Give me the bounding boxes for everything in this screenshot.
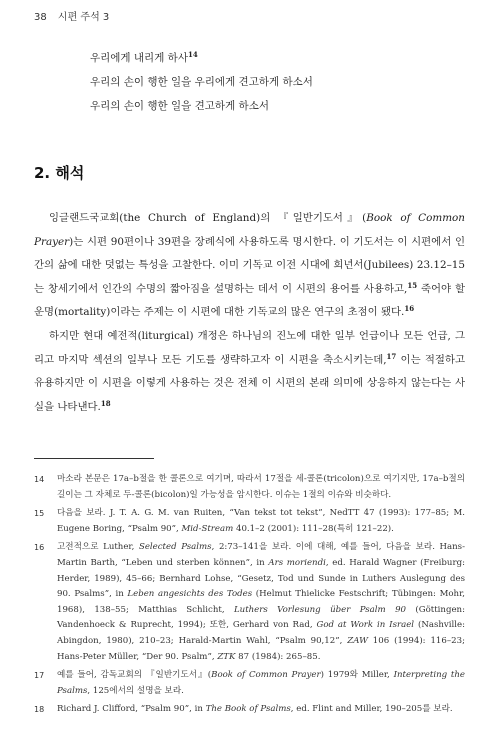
footnotes <box>34 472 465 721</box>
footnote-18: 18 Richard J. Clifford, “Psalm 90”, in The Book of Psalms, ed. Flint and Miller, 190–205를 보라. <box>34 704 453 715</box>
book-title: 시편 주석 3 <box>57 12 110 23</box>
footnote-ref[interactable]: 17 <box>386 351 397 361</box>
running-header <box>34 8 109 23</box>
body-text <box>34 207 465 419</box>
verse-line: 우리의 손이 행한 일을 우리에게 견고하게 하소서 <box>90 76 313 88</box>
footnote-15: 15 다음을 보라. J. T. A. G. M. van Ruiten, “Van tekst tot tekst”, NedTT 47 (1993): 177–85; M. Eugene Boring, “Psalm 90”, Mid-Stream 40.1–2 (2001): 111–28(특히 121–22). <box>34 508 465 534</box>
footnote-ref[interactable]: 16 <box>404 304 415 314</box>
paragraph: 잉글랜드국교회(the Church of England)의 『일반기도서』(Book of Common Prayer)는 시편 90편이나 39편을 장례식에 사용하도록 명시한다. 이 기도서는 이 시편에서 인간의 삶에 대한 덧없는 특성을 고찰한다. 이미 기독교 이전 시대에 희년서(Jubilees) 23.12–15는 창세기에서 인간의 수명의 짧아짐을 설명하는 데서 이 시편의 용어를 사용하고,$^{15}$ 죽어야 할 운명(mortality)이라는 주제는 이 시편에 대한 기독교의 많은 연구의 초점이 됐다.$^{16}$ <box>34 212 466 319</box>
footnote-17: 17 예를 들어, 감독교회의 『일반기도서』(Book of Common Prayer) 1979와 Miller, Interpreting the Psalms, 125에서의 설명을 보라. <box>34 670 465 696</box>
verse-line: 우리에게 내리게 하사$^{14}$ <box>90 50 198 64</box>
footnote-divider <box>34 458 154 459</box>
section-title: 2. 해석 <box>34 164 85 182</box>
verse-line: 우리의 손이 행한 일을 견고하게 하소서 <box>90 100 269 112</box>
footnote-16: 16 고전적으로 Luther, Selected Psalms, 2:73–141을 보라. 이에 대해, 예를 들어, 다음을 보라. Hans-Martin Barth, “Leben und sterben können”, in Ars moriendi, ed. Harald Wagner (Freiburg: Herder, 1989), 45–66; Bernhard Lohse, “Gesetz, Tod und Sunde in Luthers Auslegung des 90. Psalms”, in Leben angesichts des Todes (Helmut Thielicke Festschrift; Tübingen: Mohr, 1968), 138–55; Matthias Schlicht, Luthers Vorlesung über Psalm 90 (Göttingen: Vandenhoeck & Ruprecht, 1994); 또한, Gerhard von Rad, God at Work in Israel (Nashville: Abingdon, 1980), 210–23; Harald-Martin Wahl, “Psalm 90,12”, ZAW 106 (1994): 116–23; Hans-Peter Müller, “Der 90. Psalm”, ZTK 87 (1984): 265–85. <box>34 542 465 662</box>
footnote-ref[interactable]: 15 <box>407 280 418 290</box>
verse-quote <box>90 46 313 118</box>
footnote-ref[interactable]: 14 <box>187 50 198 59</box>
paragraph: 하지만 현대 예전적(liturgical) 개정은 하나님의 진노에 대한 일부 언급이나 모든 언급, 그리고 마지막 섹션의 일부나 모든 기도를 생략하고자 이 시편을 축소시키는데,$^{17}$ 이는 적절하고 유용하지만 이 시편을 이렇게 사용하는 것은 전체 이 시편의 본래 의미에 상응하지 않는다는 사실을 나타낸다.$^{18}$ <box>34 329 465 413</box>
footnote-14: 14 마소라 본문은 17a–b절을 한 콜론으로 여기며, 따라서 17절을 세-콜론(tricolon)으로 여기지만, 17a–b절의 길이는 그 자체로 두-콜론(bicolon)일 가능성을 암시한다. 이슈는 1절의 이슈와 비슷하다. <box>34 474 465 500</box>
footnote-ref[interactable]: 18 <box>100 398 111 408</box>
page-number: 38 <box>34 12 47 23</box>
